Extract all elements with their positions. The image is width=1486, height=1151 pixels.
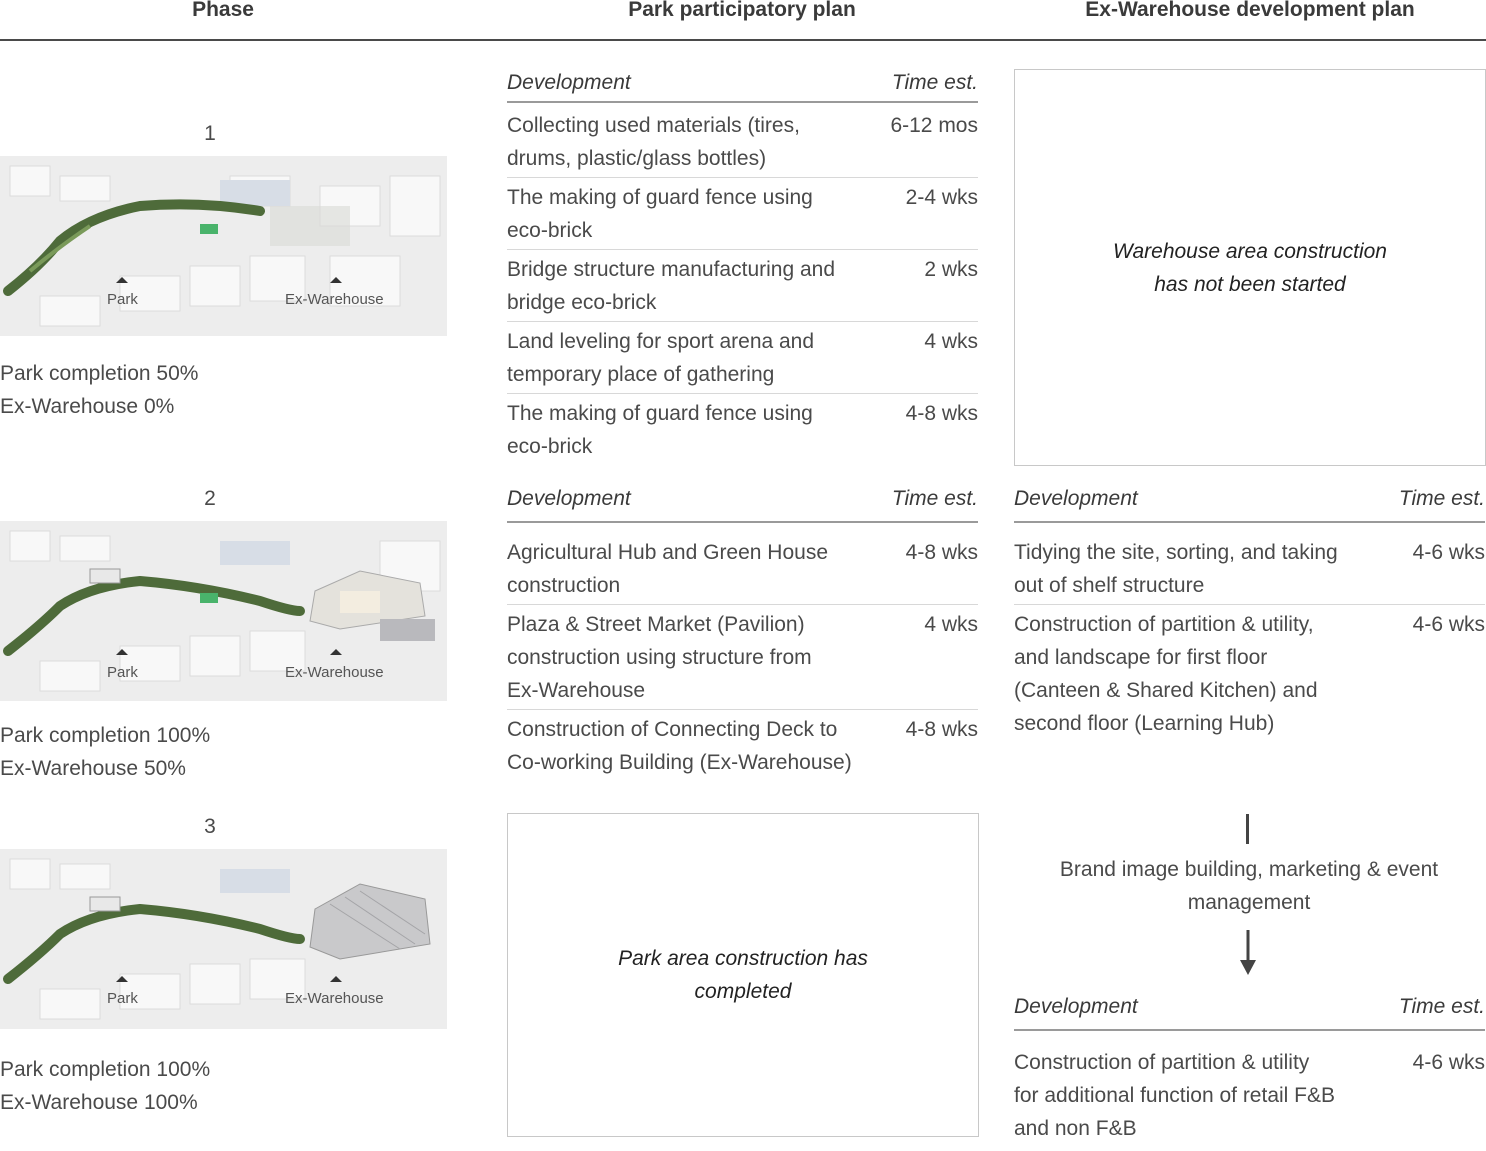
phase-2-park-completion: Park completion 100%	[0, 724, 211, 747]
warehouse-phase-3-table	[1014, 995, 1485, 1145]
col-development: Development	[1014, 487, 1138, 510]
warehouse-marker-icon	[330, 277, 342, 283]
phase-1-number: 1	[204, 122, 216, 145]
phase-2-status	[0, 719, 210, 785]
table-row: The making of guard fence using eco-brick 2-4 wks	[507, 178, 978, 250]
flow-note-line-1: Brand image building, marketing & event	[1059, 858, 1439, 881]
warehouse-box-line-1: Warehouse area construction	[1113, 239, 1387, 263]
header-warehouse-plan: Ex-Warehouse development plan	[1085, 0, 1415, 21]
col-development: Development	[507, 71, 631, 94]
header-rule	[0, 39, 1486, 41]
park-marker-icon	[116, 976, 128, 982]
park-phase-2-table	[507, 487, 978, 781]
phase-3-park-completion: Park completion 100%	[0, 1058, 211, 1081]
table-header	[1014, 995, 1485, 1031]
table-header	[507, 487, 978, 523]
map-label-park: Park	[107, 291, 138, 308]
table-header	[1014, 487, 1485, 523]
col-development: Development	[1014, 995, 1138, 1018]
table-row: Agricultural Hub and Green House construction 4-8 wks	[507, 523, 978, 605]
col-development: Development	[507, 487, 631, 510]
phase-1-park-completion: Park completion 50%	[0, 362, 199, 385]
park-marker-icon	[116, 649, 128, 655]
table-row: Construction of partition & utility for additional function of retail F&B and non F&B 4-6 wks	[1014, 1051, 1485, 1140]
table-row: Collecting used materials (tires, drums, plastic/glass bottles) 6-12 mos	[507, 103, 978, 178]
phase-2-number: 2	[204, 487, 216, 510]
table-row: Construction of Connecting Deck to Co-working Building (Ex-Warehouse) 4-8 wks	[507, 718, 978, 774]
table-row: Bridge structure manufacturing and bridge eco-brick 2 wks	[507, 250, 978, 322]
header-phase: Phase	[192, 0, 254, 21]
phase-1-warehouse-completion: Ex-Warehouse 0%	[0, 395, 175, 418]
map-label-warehouse: Ex-Warehouse	[285, 664, 384, 681]
header-park-plan: Park participatory plan	[628, 0, 856, 21]
table-row: Tidying the site, sorting, and taking out of shelf structure 4-6 wks	[1014, 523, 1485, 605]
map-label-park: Park	[107, 664, 138, 681]
col-time-est: Time est.	[891, 487, 978, 510]
phase-3-map-image	[0, 849, 447, 1029]
col-time-est: Time est.	[1398, 995, 1485, 1018]
warehouse-box-line-2: has not been started	[1154, 272, 1346, 296]
flow-note	[1014, 853, 1484, 919]
table-row: Construction of partition & utility, and landscape for first floor (Canteen & Shared Kitchen) and second floor (Learning Hub) 4-6 wks	[1014, 613, 1485, 735]
park-box-line-2: completed	[694, 980, 792, 1003]
map-label-park: Park	[107, 990, 138, 1007]
warehouse-marker-icon	[330, 976, 342, 982]
phase-2-warehouse-completion: Ex-Warehouse 50%	[0, 757, 186, 780]
phase-2-map-image	[0, 521, 447, 701]
phase-3-status	[0, 1053, 210, 1119]
col-time-est: Time est.	[1398, 487, 1485, 510]
warehouse-marker-icon	[330, 649, 342, 655]
warehouse-phase-2-table	[1014, 487, 1485, 742]
phase-1-map-image	[0, 156, 447, 336]
phase-1-status	[0, 357, 198, 423]
warehouse-phase-1-box	[1014, 69, 1486, 466]
map-label-warehouse: Ex-Warehouse	[285, 990, 384, 1007]
park-phase-1-table	[507, 71, 978, 465]
phase-3-warehouse-completion: Ex-Warehouse 100%	[0, 1091, 198, 1114]
park-phase-3-completed-box	[507, 813, 979, 1137]
phase-3-number: 3	[204, 815, 216, 838]
table-row: Plaza & Street Market (Pavilion) construction using structure from Ex-Warehouse 4 wks	[507, 605, 978, 710]
map-label-warehouse: Ex-Warehouse	[285, 291, 384, 308]
table-row: Land leveling for sport arena and temporary place of gathering 4 wks	[507, 322, 978, 394]
arrow-down-icon	[1238, 930, 1258, 976]
park-marker-icon	[116, 277, 128, 283]
park-box-line-1: Park area construction has	[618, 947, 868, 970]
flow-connector-line	[1246, 814, 1249, 844]
flow-note-line-2: management	[1187, 891, 1311, 914]
table-header	[507, 71, 978, 103]
table-row: The making of guard fence using eco-brick 4-8 wks	[507, 402, 978, 458]
col-time-est: Time est.	[891, 71, 978, 94]
